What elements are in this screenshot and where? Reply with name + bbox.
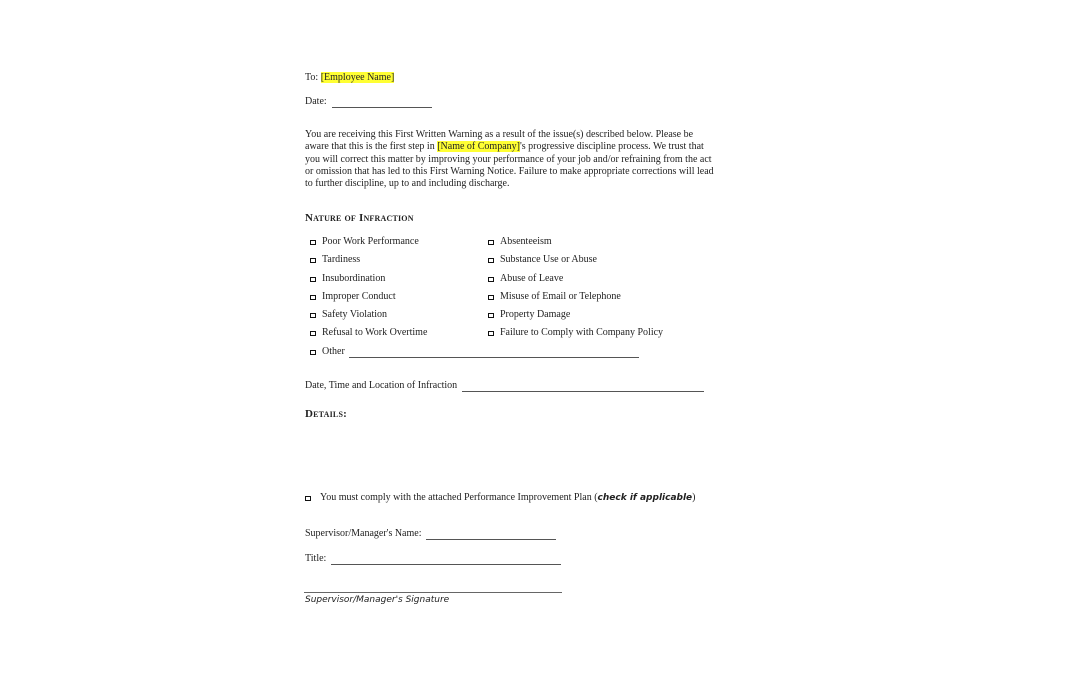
infraction-location-label: Date, Time and Location of Infraction — [305, 380, 458, 391]
checkbox-tardiness[interactable] — [310, 258, 316, 263]
title-line — [305, 553, 561, 565]
intro-text-1: You are receiving this First Written Warning as a result of the issue(s) described below. Please be aware that this is the first step in — [305, 129, 694, 153]
option-label: Tardiness — [322, 254, 361, 265]
checkbox-safety-violation[interactable] — [310, 313, 316, 318]
checkbox-other[interactable] — [310, 350, 316, 355]
title-label: Title: — [305, 553, 327, 564]
checkbox-substance-use[interactable] — [488, 258, 494, 263]
date-line — [305, 96, 432, 108]
supervisor-name-line — [305, 528, 556, 540]
checkbox-absenteeism[interactable] — [488, 240, 494, 245]
checkbox-property-damage[interactable] — [488, 313, 494, 318]
option-label: Poor Work Performance — [322, 236, 419, 247]
employee-name-field[interactable]: [Employee Name] — [320, 72, 395, 83]
checkbox-policy-failure[interactable] — [488, 331, 494, 336]
supervisor-name-blank[interactable] — [426, 530, 556, 540]
option-label: Misuse of Email or Telephone — [500, 291, 621, 302]
option-label: Abuse of Leave — [500, 273, 564, 284]
date-blank[interactable] — [332, 98, 432, 108]
option-label: Absenteeism — [500, 236, 552, 247]
infraction-location-blank[interactable] — [462, 382, 704, 392]
supervisor-name-label: Supervisor/Manager's Name: — [305, 528, 422, 539]
checkbox-abuse-of-leave[interactable] — [488, 277, 494, 282]
option-label: Other — [322, 346, 345, 357]
intro-paragraph — [305, 129, 717, 190]
option-label: Refusal to Work Overtime — [322, 327, 428, 338]
infraction-location-line — [305, 380, 704, 392]
option-label: Safety Violation — [322, 309, 388, 320]
option-label: Property Damage — [500, 309, 571, 320]
checkbox-insubordination[interactable] — [310, 277, 316, 282]
date-label: Date: — [305, 96, 327, 107]
pip-close: ) — [692, 492, 696, 503]
to-line — [305, 72, 394, 84]
checkbox-pip[interactable] — [305, 496, 311, 501]
details-heading: Details: — [305, 408, 347, 420]
checkbox-poor-work-performance[interactable] — [310, 240, 316, 245]
pip-note: check if applicable — [597, 493, 693, 503]
signature-line[interactable] — [304, 592, 562, 593]
other-line — [322, 346, 639, 358]
signature-label: Supervisor/Manager's Signature — [305, 595, 450, 605]
nature-heading: Nature of Infraction — [305, 212, 414, 224]
checkbox-refusal-overtime[interactable] — [310, 331, 316, 336]
other-blank[interactable] — [349, 348, 639, 358]
intro-text-2: 's progressive discipline process. We trust that you will correct this matter by improving your performance of your job and/or refraining from the act or omission that has led to this First Warning Notice. Failure to make appropriate corrections will lead to further discipline, up to and including discharge. — [305, 141, 714, 190]
pip-text: You must comply with the attached Performance Improvement Plan ( — [320, 492, 598, 503]
option-label: Improper Conduct — [322, 291, 396, 302]
title-blank[interactable] — [331, 555, 561, 565]
company-name-field[interactable]: [Name of Company] — [437, 141, 520, 153]
to-label: To: — [305, 72, 319, 83]
pip-line — [320, 492, 696, 504]
checkbox-improper-conduct[interactable] — [310, 295, 316, 300]
option-label: Substance Use or Abuse — [500, 254, 597, 265]
option-label: Failure to Comply with Company Policy — [500, 327, 664, 338]
option-label: Insubordination — [322, 273, 386, 284]
checkbox-misuse-email[interactable] — [488, 295, 494, 300]
